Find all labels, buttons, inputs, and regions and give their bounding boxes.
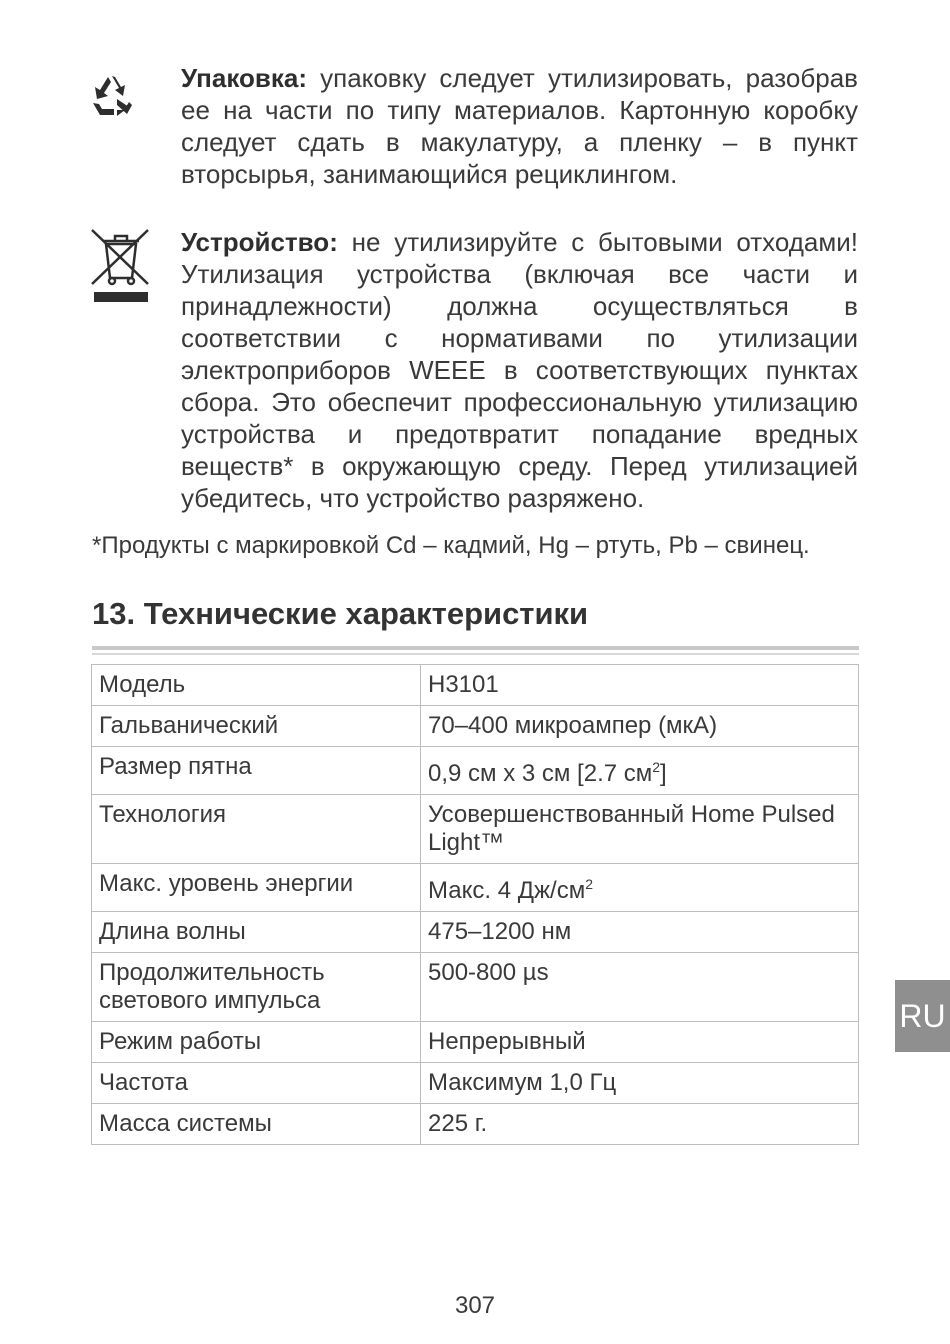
- spec-row: [92, 1022, 859, 1063]
- device-label: Устройство:: [181, 227, 338, 257]
- section-number: 13.: [92, 596, 136, 631]
- spec-row: [92, 953, 859, 1022]
- heading-divider-thin: [92, 653, 859, 655]
- footnote: *Продукты с маркировкой Cd – кадмий, Hg – ртуть, Pb – свинец.: [92, 532, 810, 559]
- spec-row: [92, 706, 859, 747]
- spec-value-text: 0,9 см x 3 см [2.7 см: [428, 760, 653, 787]
- spec-value: 70–400 микроампер (мкА): [421, 706, 859, 747]
- spec-row: [92, 795, 859, 864]
- packaging-body: упаковку следует утилизировать, разобрав ее на части по типу материалов. Картонную коробку следует сдать в макулатуру, а пленку – в пункт вторсырья, занимающийся рециклингом.: [181, 63, 858, 189]
- spec-row: [92, 1104, 859, 1145]
- spec-row: [92, 912, 859, 953]
- page-number: 307: [454, 1292, 496, 1319]
- spec-value: 500-800 µs: [421, 953, 859, 1022]
- device-disposal-text: [181, 226, 858, 514]
- spec-name: Продолжительность светового импульса: [92, 953, 421, 1022]
- spec-name: Масса системы: [92, 1104, 421, 1145]
- spec-value: Максимум 1,0 Гц: [421, 1063, 859, 1104]
- section-heading: [92, 596, 588, 632]
- spec-value: 225 г.: [421, 1104, 859, 1145]
- packaging-disposal-text: [181, 62, 858, 190]
- spec-value: [421, 864, 859, 912]
- language-tab: RU: [895, 980, 950, 1052]
- spec-value: 475–1200 нм: [421, 912, 859, 953]
- spec-row: [92, 1063, 859, 1104]
- spec-name: Размер пятна: [92, 747, 421, 795]
- packaging-label: Упаковка:: [181, 63, 308, 93]
- spec-name: Макс. уровень энергии: [92, 864, 421, 912]
- spec-value-superscript: 2: [585, 876, 594, 892]
- recycle-icon: [88, 72, 136, 120]
- spec-name: Частота: [92, 1063, 421, 1104]
- spec-value: [421, 747, 859, 795]
- spec-row: [92, 747, 859, 795]
- weee-bin-icon: [90, 226, 152, 306]
- spec-value-text: Макс. 4 Дж/см: [428, 877, 586, 904]
- spec-name: Технология: [92, 795, 421, 864]
- spec-value: H3101: [421, 665, 859, 706]
- spec-value-superscript: 2: [652, 759, 661, 775]
- specs-table: [91, 664, 859, 1145]
- section-title: Технические характеристики: [143, 596, 589, 631]
- spec-name: Режим работы: [92, 1022, 421, 1063]
- spec-name: Гальванический: [92, 706, 421, 747]
- heading-divider: [92, 646, 859, 650]
- spec-row: [92, 665, 859, 706]
- spec-row: [92, 864, 859, 912]
- device-body: не утилизируйте с бытовыми отходами! Утилизация устройства (включая все части и принадлежности) должна осуществляться в соответствии с нормативами по утилизации электроприборов WEEE в соответствующих пунктах сбора. Это обеспечит профессиональную утилизацию устройства и предотвратит попадание вредных веществ* в окружающую среду. Перед утилизацией убедитесь, что устройство разряжено.: [181, 227, 858, 513]
- spec-value-suffix: ]: [660, 760, 667, 787]
- spec-name: Длина волны: [92, 912, 421, 953]
- spec-value: Усовершенствованный Home Pulsed Light™: [421, 795, 859, 864]
- spec-name: Модель: [92, 665, 421, 706]
- spec-value: Непрерывный: [421, 1022, 859, 1063]
